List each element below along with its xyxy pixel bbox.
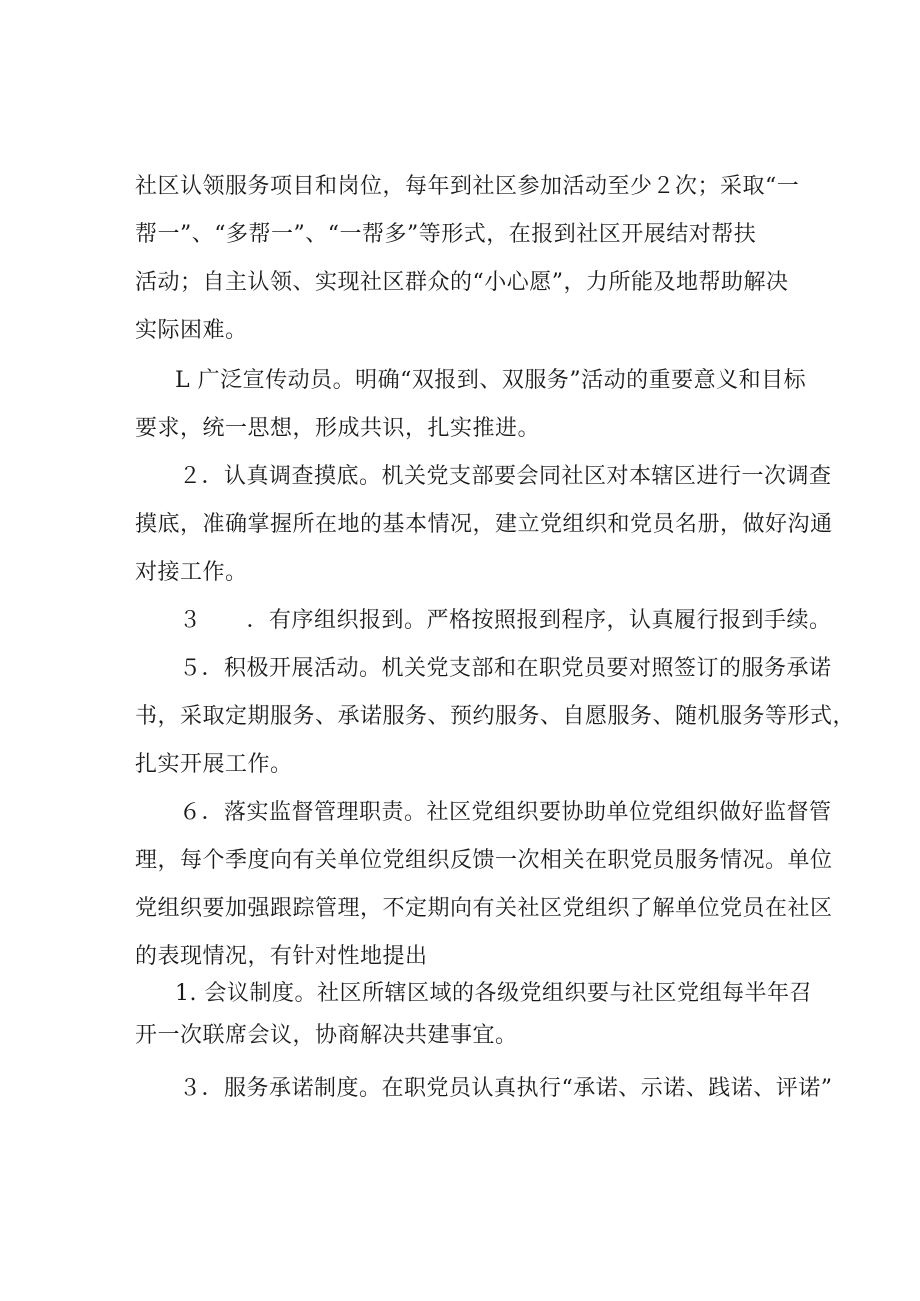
text-line: 实际困难。 [135, 318, 248, 343]
text-line: 的表现情况，有针对性地提出 [135, 944, 428, 969]
text-line: 要求，统一思想，形成共识，扎实推进。 [135, 416, 541, 441]
paragraph-orderly-reporting [135, 597, 832, 645]
text-line: 理，每个季度向有关单位党组织反馈一次相关在职党员服务情况。单位 [135, 848, 833, 873]
text-line: ２．认真调查摸底。机关党支部要会同社区对本辖区进行一次调查 [179, 464, 832, 489]
paragraph-service-commitment [135, 1065, 833, 1113]
text-line: 对接工作。 [135, 560, 248, 585]
text-line: ３．服务承诺制度。在职党员认真执行“承诺、示诺、践诺、评诺” [179, 1076, 833, 1101]
text-line: 党组织要加强跟踪管理，不定期向有关社区党组织了解单位党员在社区 [135, 896, 833, 921]
text-line: 书，采取定期服务、承诺服务、预约服务、自愿服务、随机服务等形式， [135, 704, 856, 729]
text-line: 帮一”、“多帮一”、“一帮多”等形式，在报到社区开展结对帮扶 [135, 222, 757, 247]
text-line: 社区认领服务项目和岗位，每年到社区参加活动至少２次；采取“一 [135, 174, 800, 199]
text-line: ６．落实监督管理职责。社区党组织要协助单位党组织做好监督管 [179, 800, 832, 825]
paragraph-publicity-mobilization [135, 357, 807, 453]
text-line: 活动；自主认领、实现社区群众的“小心愿”，力所能及地帮助解决 [135, 270, 789, 295]
text-line: 摸底，准确掌握所在地的基本情况，建立党组织和党员名册，做好沟通 [135, 512, 833, 537]
text-line: 扎实开展工作。 [135, 752, 293, 777]
text-line: 1. 会议制度。社区所辖区域的各级党组织要与社区党组每半年召 [175, 981, 812, 1006]
paragraph-meeting-system [135, 973, 812, 1057]
paragraph-supervision [135, 789, 833, 981]
paragraph-community-service [135, 163, 800, 355]
text-line: L 广泛宣传动员。明确“双报到、双服务”活动的重要意义和目标 [175, 368, 807, 393]
text-line: 开一次联席会议，协商解决共建事宜。 [135, 1023, 518, 1048]
text-line: ５．积极开展活动。机关党支部和在职党员要对照签订的服务承诺 [179, 656, 832, 681]
paragraph-investigation [135, 453, 833, 597]
paragraph-activities [135, 645, 856, 789]
text-line: ３ ．有序组织报到。严格按照报到程序，认真履行报到手续。 [179, 608, 832, 633]
